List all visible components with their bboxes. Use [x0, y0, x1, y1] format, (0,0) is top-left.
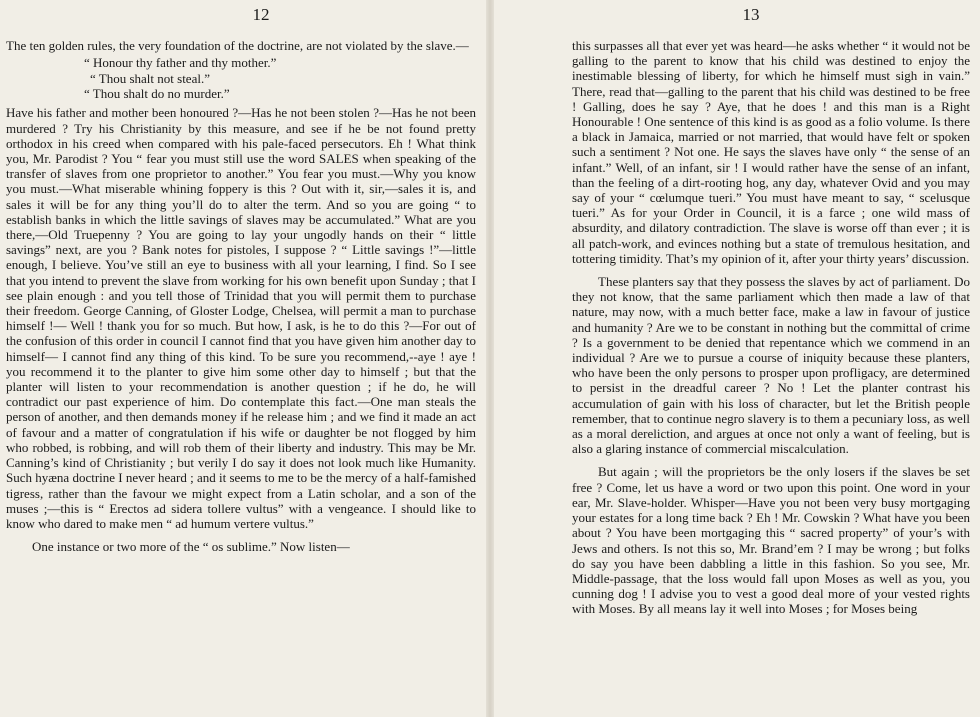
verse-line: “ Thou shalt not steal.”: [90, 70, 210, 86]
intro-paragraph: The ten golden rules, the very foundation of the doctrine, are not violated by the slave.—: [6, 38, 469, 53]
right-page-text: [572, 38, 970, 617]
paragraph-proprietors: But again ; will the proprietors be the only losers if the slaves be set free ? Come, let us have a word or two upon this point. One word in your ear, Mr. Slave-holder. Whisper—Have you not been very busy mortgaging your estates for a long time back ? Eh ! Mr. Cowskin ? What have you been about ? You have been mortgaging this “ sacred property” of your’s with Jews and others. Is not this so, Mr. Brand’em ? I may be wrong ; but folks do say you have been dabbling a little in this fashion. So you see, Mr. Middle-passage, that the loss would fall upon Moses as well as you, you cunning dog ! I advise you to vest a good deal more of your vested rights with Moses. By all means lay it well into Moses ; for Moses being: [572, 464, 970, 617]
closing-paragraph: One instance or two more of the “ os sublime.” Now listen—: [32, 539, 350, 555]
page-number-right: 13: [742, 5, 760, 24]
paragraph-planters: These planters say that they possess the slaves by act of parliament. Do they not know, that the same parliament which then made a law of that nature, may now, with a much better face, make a law in favour of justice and humanity ? Are we to be constant in nothing but the committal of crime ? Is a government to be denied that repentance which we commend in an individual ? Are we to pursue a course of iniquity because these planters, who have been the only persons to prosper upon profligacy, are determined to persist in the dreadful career ? No ! Let the planter contrast his accumulation of gain with his loss of character, but let the British people remember, that to continue negro slavery is to them a pecuniary loss, as well as a moral dereliction, and argues at once not only a want of feeling, but is also a glaring instance of commercial miscalculation.: [572, 274, 970, 457]
verse-line: “ Honour thy father and thy mother.”: [84, 55, 277, 71]
paragraph-continued: this surpasses all that ever yet was heard—he asks whether “ it would not be galling to the parent to know that his child was destined to enjoy the inestimable blessing of liberty, for which he himself must sigh in vain.” There, read that—galling to the parent that his child was destined to be free ! Galling, does he say ? Aye, that he does ! and this man is a Right Honourable ! One sentence of this kind is as good as a folio volume. Is there a black in Jamaica, married or not married, that would have felt or spoken such a sentiment ? Not one. He says the slaves have only “ the sense of an infant.” Well, of an infant, sir ! I would rather have the sense of an infant, than the feeling of a dirt-rooting hog, any day, whatever Ovid and you may say of your “ cœlumque tueri.” You must have meant to say, “ scelusque tueri.” As for your Order in Council, it is a farce ; one wild mass of absurdity, and dilatory contradiction. The slave is worse off than ever ; it is all patch-work, and evinces nothing but a state of tremulous hesitation, and tottering timidity. That’s my opinion of it, after your thirty years’ discussion.: [572, 38, 970, 266]
page-number-left: 12: [252, 5, 270, 24]
left-page-text: [6, 38, 476, 554]
right-page: [490, 0, 980, 717]
body-paragraph: Have his father and mother been honoured ?—Has he not been stolen ?—Has he not been murdered ? Try his Christianity by this measure, and see if he be not found pretty orthodox in his creed when compared with his pale-faced persecutors. Eh ! What think you, Mr. Parodist ? You “ fear you must still use the word SALES when speaking of the transfer of slaves from one proprietor to another.” You fear you must.—Why you know you must.—What miserable whining foppery is this ? Out with it, sir,—sales it is, and sales it will be for any thing you’ll do to alter the term. And so you are going “ to establish banks in which the little savings of slaves may be accumulated.” What are you there,—Old Truepenny ? You are going to lay your ungodly hands on their “ little savings” next, are you ? Bank notes for pistoles, I suppose ? “ Little savings !”—little enough, I believe. You’ve still an eye to business with all your learning, I find. So I see that you intend to prevent the slave from working for his own benefit upon Sunday ; that I see plain enough : and you tell those of Trinidad that you will permit them to purchase their freedom. George Canning, of Gloster Lodge, Chelsea, will permit a man to purchase himself !— Well ! thank you for so much. But how, I ask, is he to do this ?—For out of the confusion of this order in council I cannot find that you have given him another day to himself— I cannot find any thing of this kind. To be sure you recommend,--aye ! aye ! you recommend it to the planter to give him some other day to himself ; but that the planter will listen to your recommendation is another question ; if he do, he will contradict our past experience of him. Do contemplate this fact.—One man steals the person of another, and then demands money if he release him ; and we find it made an act of favour and a matter of congratulation if his wife or daughter be not flogged by him who robbed, is robbing, and will rob them of their liberty and industry. This may be Mr. Canning’s kind of Christianity ; but verily I do say it does not look much like Humanity. Such hyæna doctrine I never heard ; and it seems to me to be the mercy of a half-famished tigress, rather than the favour we might expect from a Latin scholar, and a son of the muses ;—this is “ Erectos ad sidera tollere vultus” with a vengeance. I should like to know who dared to make men “ ad humum vertere vultus.”: [6, 105, 477, 531]
verse-line: “ Thou shalt do no murder.”: [84, 86, 230, 102]
commandments-verse: [6, 55, 476, 101]
